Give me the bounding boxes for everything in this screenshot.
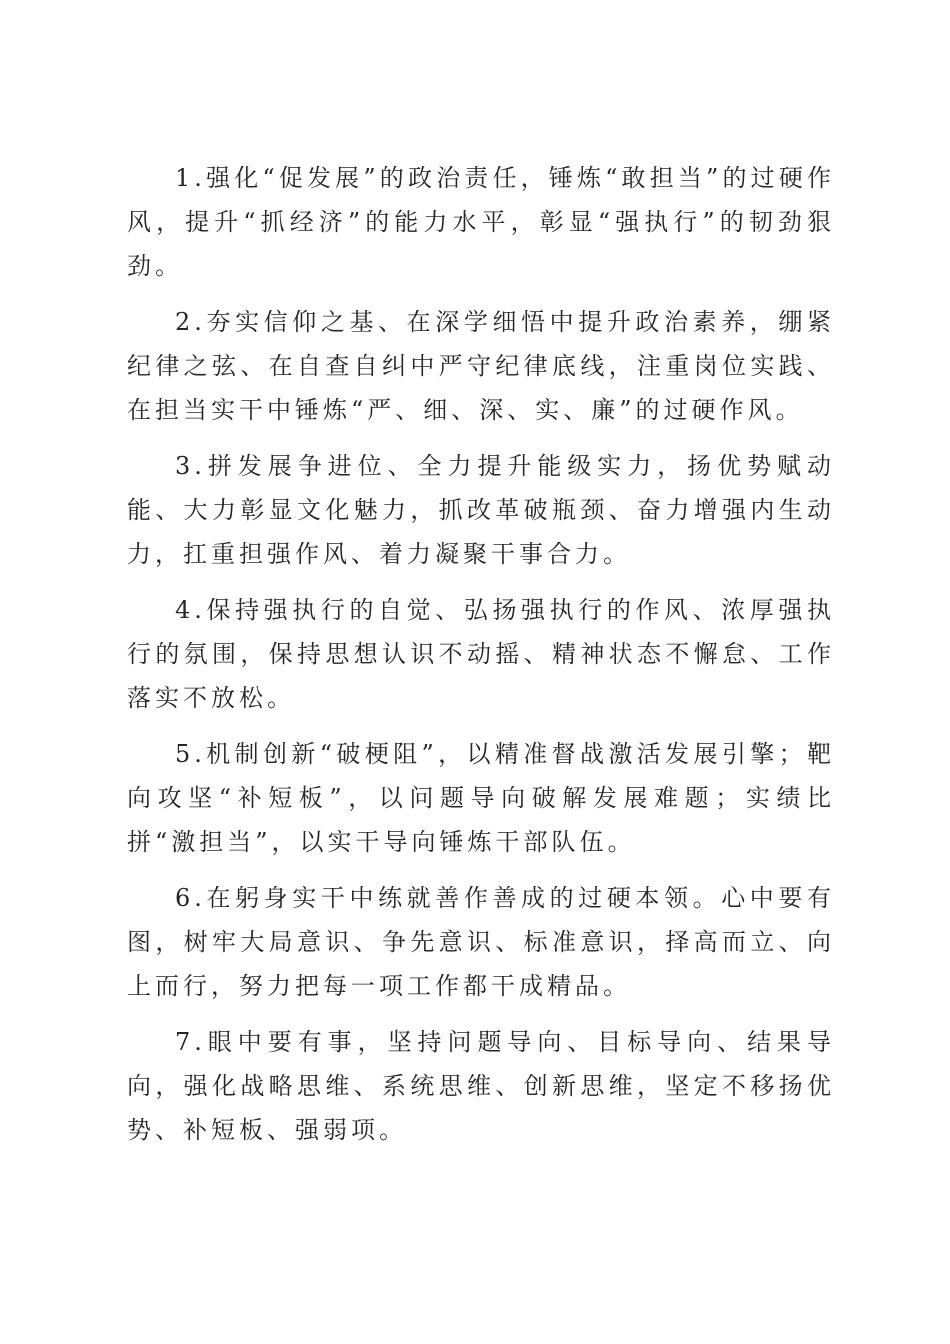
- paragraph-7: 7.眼中要有事，坚持问题导向、目标导向、结果导向，强化战略思维、系统思维、创新思维，坚定不移扬优势、补短板、强弱项。: [127, 1028, 835, 1144]
- paragraph-1: 1.强化“促发展”的政治责任，锤炼“敢担当”的过硬作风，提升“抓经济”的能力水平，彰显“强执行”的韧劲狠劲。: [127, 164, 835, 280]
- paragraph-5: 5.机制创新“破梗阻”，以精准督战激活发展引擎；靶向攻坚“补短板”，以问题导向破解发展难题；实绩比拼“激担当”，以实干导向锤炼干部队伍。: [127, 740, 835, 856]
- document-body: [127, 156, 835, 1164]
- paragraph-6: 6.在躬身实干中练就善作善成的过硬本领。心中要有图，树牢大局意识、争先意识、标准意识，择高而立、向上而行，努力把每一项工作都干成精品。: [127, 884, 835, 1000]
- paragraph-3: 3.拼发展争进位、全力提升能级实力，扬优势赋动能、大力彰显文化魅力，抓改革破瓶颈、奋力增强内生动力，扛重担强作风、着力凝聚干事合力。: [127, 452, 835, 568]
- paragraph-4: 4.保持强执行的自觉、弘扬强执行的作风、浓厚强执行的氛围，保持思想认识不动摇、精神状态不懈怠、工作落实不放松。: [127, 596, 835, 712]
- paragraph-2: 2.夯实信仰之基、在深学细悟中提升政治素养，绷紧纪律之弦、在自查自纠中严守纪律底线，注重岗位实践、在担当实干中锤炼“严、细、深、实、廉”的过硬作风。: [127, 308, 835, 424]
